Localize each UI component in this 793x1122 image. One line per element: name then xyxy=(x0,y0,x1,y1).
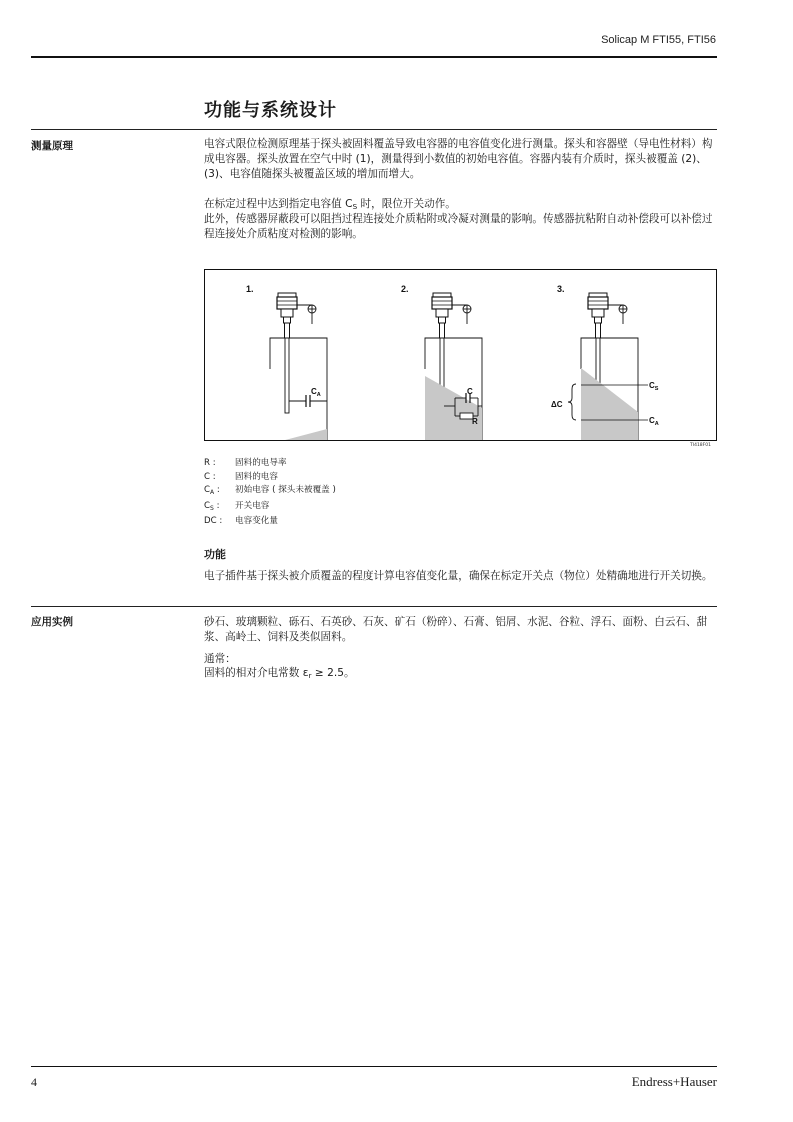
panel-label-1: 1. xyxy=(246,284,254,294)
legend-key: DC : xyxy=(204,516,223,526)
label-cs-panel-3: $C_S$ xyxy=(649,381,659,392)
legend-key: $C_S$ : xyxy=(204,500,220,512)
header-product: Solicap M FTI55, FTI56 xyxy=(601,34,716,46)
legend-text: 电容变化量 xyxy=(235,516,278,526)
principle-paragraph-2: 在标定过程中达到指定电容值 $C_S$ 时，限位开关动作。 xyxy=(204,198,456,211)
function-title: 功能 xyxy=(204,548,226,561)
application-paragraph-2: 通常： xyxy=(204,653,236,665)
figure-legend xyxy=(204,457,336,529)
header-rule xyxy=(31,56,717,58)
brand-name: Endress+Hauser xyxy=(631,1074,717,1089)
application-paragraph-3: 固料的相对介电常数 $\varepsilon_r \ge 2.5$。 xyxy=(204,667,355,680)
legend-text: 固料的电容 xyxy=(235,471,278,482)
probe-panel-1 xyxy=(270,293,327,440)
probe-panel-3 xyxy=(568,293,648,440)
legend-item xyxy=(204,515,336,529)
panel-label-2: 2. xyxy=(401,284,409,294)
legend-item xyxy=(204,500,336,516)
label-delta-c-panel-3: ΔC xyxy=(551,400,563,409)
section-divider xyxy=(31,606,717,607)
principle-label: 测量原理 xyxy=(31,140,73,152)
legend-item xyxy=(204,484,336,500)
legend-item xyxy=(204,457,336,471)
label-ca-panel-3: $C_A$ xyxy=(649,416,659,427)
legend-text: 初始电容 ( 探头未被覆盖 ) xyxy=(235,485,336,495)
principle-figure xyxy=(204,269,717,441)
principle-paragraph-3: 此外，传感器屏蔽段可以阻挡过程连接处介质粘附或冷凝对测量的影响。传感器抗粘附自动补偿段可以补偿过程连接处介质粘度对检测的影响。 xyxy=(204,213,713,240)
legend-key: R : xyxy=(204,458,216,468)
legend-text: 固料的电导率 xyxy=(235,458,287,468)
section-title: 功能与系统设计 xyxy=(204,100,337,121)
panel-label-3: 3. xyxy=(557,284,565,294)
function-paragraph: 电子插件基于探头被介质覆盖的程度计算电容值变化量，确保在标定开关点（物位）处精确地进行开关切换。 xyxy=(204,570,713,582)
principle-paragraph-1: 电容式限位检测原理基于探头被固料覆盖导致电容器的电容值变化进行测量。探头和容器壁（导电性材料）构成电容器。探头放置在空气中时 (1)，测量得到小数值的初始电容值。容器内装有介质时，探头被覆盖 (2)、(3)、电容值随探头被覆盖区域的增加而增大。 xyxy=(204,138,713,180)
figure-id: TI418F01 xyxy=(690,443,711,448)
page-number: 4 xyxy=(31,1075,37,1089)
legend-key: $C_A$ : xyxy=(204,485,220,496)
label-r-panel-2: R xyxy=(472,417,478,426)
legend-key: C : xyxy=(204,471,216,482)
footer-rule xyxy=(31,1066,717,1067)
application-label: 应用实例 xyxy=(31,616,73,628)
label-c-panel-2: C xyxy=(467,387,473,396)
principle-diagram xyxy=(205,270,716,440)
legend-text: 开关电容 xyxy=(235,500,270,511)
label-ca-panel-1: $C_A$ xyxy=(311,387,321,398)
section-divider xyxy=(31,129,717,130)
application-paragraph-1: 砂石、玻璃颗粒、砾石、石英砂、石灰、矿石（粉碎）、石膏、铝屑、水泥、谷粒、浮石、面粉、白云石、甜浆、高岭土、饲料及类似固料。 xyxy=(204,616,708,643)
legend-item xyxy=(204,471,336,485)
